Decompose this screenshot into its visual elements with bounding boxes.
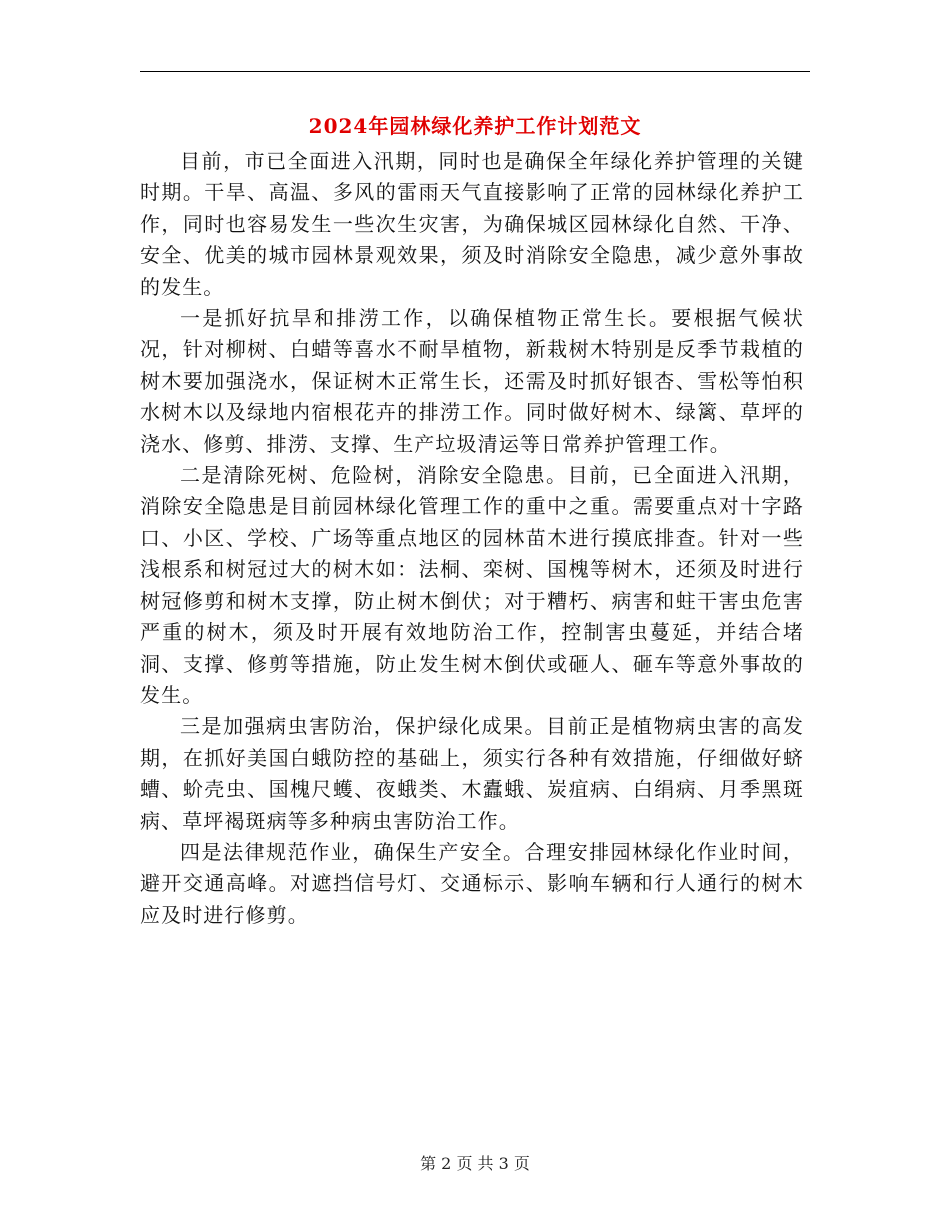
paragraph-intro: 目前，市已全面进入汛期，同时也是确保全年绿化养护管理的关键时期。干旱、高温、多风的雷雨天气直接影响了正常的园林绿化养护工作，同时也容易发生一些次生灾害，为确保城区园林绿化自然、干净、安全、优美的城市园林景观效果，须及时消除安全隐患，减少意外事故的发生。: [140, 149, 804, 299]
page-number-footer: 第 2 页 共 3 页: [420, 1154, 530, 1173]
document-body: [140, 146, 804, 931]
paragraph-drought-flood: 一是抓好抗旱和排涝工作，以确保植物正常生长。要根据气候状况，针对柳树、白蜡等喜水不耐旱植物，新栽树木特别是反季节栽植的树木要加强浇水，保证树木正常生长，还需及时抓好银杏、雪松等怕积水树木以及绿地内宿根花卉的排涝工作。同时做好树木、绿篱、草坪的浇水、修剪、排涝、支撑、生产垃圾清运等日常养护管理工作。: [140, 306, 804, 456]
paragraph-safety: 四是法律规范作业，确保生产安全。合理安排园林绿化作业时间，避开交通高峰。对遮挡信号灯、交通标示、影响车辆和行人通行的树木应及时进行修剪。: [140, 839, 804, 927]
paragraph-dangerous-trees: 二是清除死树、危险树，消除安全隐患。目前，已全面进入汛期，消除安全隐患是目前园林绿化管理工作的重中之重。需要重点对十字路口、小区、学校、广场等重点地区的园林苗木进行摸底排查。针对一些浅根系和树冠过大的树木如：法桐、栾树、国槐等树木，还须及时进行树冠修剪和树木支撑，防止树木倒伏；对于糟朽、病害和蛀干害虫危害严重的树木，须及时开展有效地防治工作，控制害虫蔓延，并结合堵洞、支撑、修剪等措施，防止发生树木倒伏或砸人、砸车等意外事故的发生。: [140, 463, 804, 707]
paragraph-pest-control: 三是加强病虫害防治，保护绿化成果。目前正是植物病虫害的高发期，在抓好美国白蛾防控的基础上，须实行各种有效措施，仔细做好蛴螬、蚧壳虫、国槐尺蠖、夜蛾类、木蠹蛾、炭疽病、白绢病、月季黑斑病、草坪褐斑病等多种病虫害防治工作。: [140, 714, 804, 833]
document-title: 2024年园林绿化养护工作计划范文: [308, 114, 642, 138]
header-rule: [140, 71, 810, 72]
